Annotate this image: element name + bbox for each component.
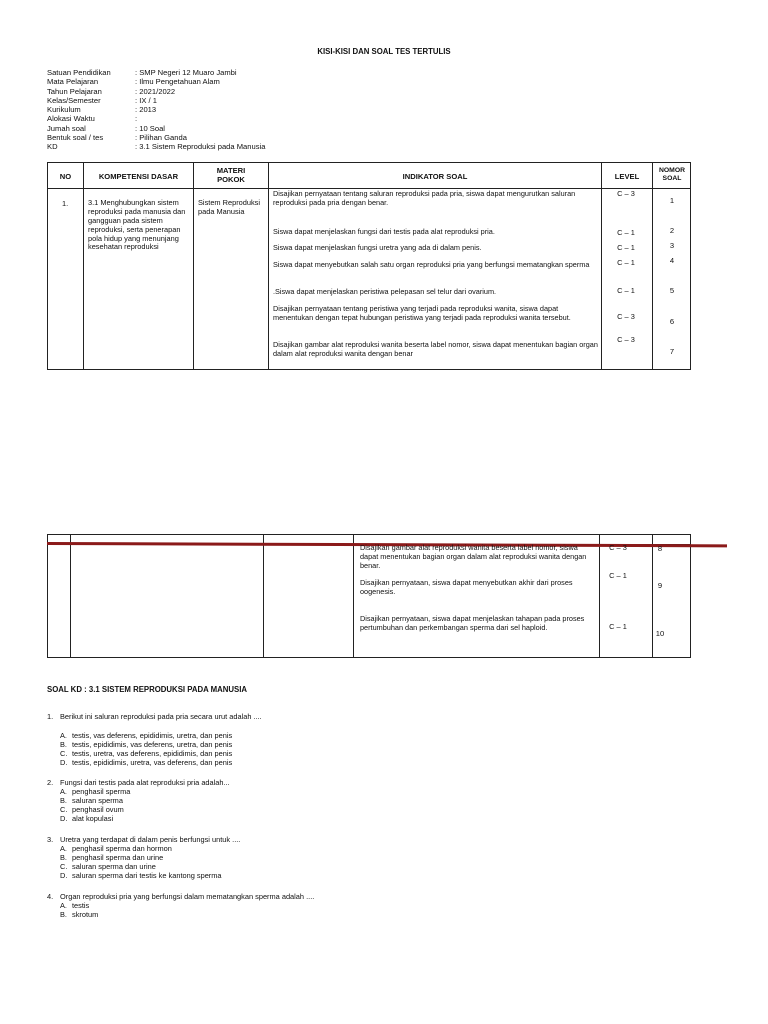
document-title: KISI-KISI DAN SOAL TES TERTULIS <box>317 47 451 56</box>
level-value: C – 1 <box>617 286 635 295</box>
row-number: 1. <box>62 199 69 208</box>
option-d: D. alat kopulasi <box>60 814 114 823</box>
kompetensi-dasar-text: 3.1 Menghubungkan sistem reproduksi pada manusia dan gangguan pada sistem reproduksi, serta penerapan pola hidup yang menunjang kesehatan reproduksi <box>88 198 186 252</box>
indicator-text: Siswa dapat menyebutkan salah satu organ reproduksi pria yang berfungsi mematangkan sperma <box>273 260 590 269</box>
section-title: SOAL KD : 3.1 SISTEM REPRODUKSI PADA MANUSIA <box>47 685 247 694</box>
question-number: 1. <box>47 712 54 721</box>
question-text: Uretra yang terdapat di dalam penis berfungsi untuk .... <box>60 835 241 844</box>
meta-row <box>47 77 265 86</box>
header-materi-line1: MATERI <box>216 166 246 175</box>
indicator-text: Siswa dapat menjelaskan fungsi uretra yang ada di dalam penis. <box>273 243 482 252</box>
indicator-text: Disajikan pernyataan tentang peristiwa yang terjadi pada reproduksi wanita, siswa dapat menentukan dengan tepat hubungan peristiwa yang terjadi pada reproduksi wanita tersebut. <box>273 304 571 322</box>
materi-pokok-text: Sistem Reproduksi pada Manusia <box>198 198 261 216</box>
table-divider <box>652 163 653 369</box>
level-value: C – 3 <box>617 335 635 344</box>
header-nomor-soal <box>653 167 691 183</box>
meta-value: : 2021/2022 <box>135 86 176 96</box>
meta-row <box>47 124 265 133</box>
question-text: Berikut ini saluran reproduksi pada pria secara urut adalah .... <box>60 712 262 721</box>
meta-label: Bentuk soal / tes <box>47 133 104 143</box>
indicator-text: Siswa dapat menjelaskan fungsi dari testis pada alat reproduksi pria. <box>273 227 495 236</box>
table-divider <box>83 163 84 369</box>
table-divider <box>268 163 269 369</box>
nomor-soal-value: 2 <box>669 226 675 235</box>
option-b: B. saluran sperma <box>60 796 123 805</box>
meta-value: : SMP Negeri 12 Muaro Jambi <box>135 68 237 77</box>
meta-row <box>47 133 265 142</box>
nomor-soal-value: 8 <box>657 544 663 553</box>
header-materi-line2: POKOK <box>217 175 245 185</box>
header-nomor-line2: SOAL <box>662 175 682 183</box>
meta-row <box>47 68 265 77</box>
option-d: D. saluran sperma dari testis ke kantong sperma <box>60 871 222 880</box>
option-a: A. testis, vas deferens, epididimis, uretra, dan penis <box>60 731 233 740</box>
option-b: B. testis, epididimis, vas deferens, uretra, dan penis <box>60 740 233 749</box>
meta-row <box>47 87 265 96</box>
header-no: NO <box>59 172 72 181</box>
header-level: LEVEL <box>614 172 640 181</box>
level-value: C – 1 <box>609 571 627 580</box>
level-value: C – 3 <box>609 543 627 552</box>
option-d: D. testis, epididimis, uretra, vas deferens, dan penis <box>60 758 233 767</box>
meta-row <box>47 96 265 105</box>
indicator-text: .Siswa dapat menjelaskan peristiwa pelepasan sel telur dari ovarium. <box>273 287 497 296</box>
question-text: Organ reproduksi pria yang berfungsi dalam mematangkan sperma adalah .... <box>60 892 315 901</box>
indicator-text: Disajikan gambar alat reproduksi wanita beserta label nomor, siswa dapat menentukan bagian organ dalam alat reproduksi wanita dengan benar <box>273 340 598 358</box>
indicator-text: Disajikan gambar alat reproduksi wanita beserta label nomor, siswa dapat menentukan bagian organ dalam alat reproduksi wanita dengan benar. <box>360 543 587 570</box>
table-divider <box>263 535 264 657</box>
header-kompetensi-dasar: KOMPETENSI DASAR <box>98 172 179 181</box>
meta-label: Satuan Pendidikan <box>47 68 111 77</box>
indicator-text: Disajikan pernyataan, siswa dapat menyebutkan akhir dari proses oogenesis. <box>360 578 573 596</box>
option-c: C. testis, uretra, vas deferens, epididimis, dan penis <box>60 749 233 758</box>
level-value: C – 1 <box>617 243 635 252</box>
document-metadata <box>47 68 265 152</box>
nomor-soal-value: 5 <box>669 286 675 295</box>
meta-label: Mata Pelajaran <box>47 77 99 87</box>
level-value: C – 1 <box>609 622 627 631</box>
meta-label: Alokasi Waktu <box>47 114 95 124</box>
header-nomor-line1: NOMOR <box>658 167 686 174</box>
table-divider <box>70 535 71 657</box>
header-indikator: INDIKATOR SOAL <box>402 172 468 181</box>
level-value: C – 3 <box>617 312 635 321</box>
option-c: C. penghasil ovum <box>60 805 124 814</box>
meta-label: Tahun Pelajaran <box>47 86 102 96</box>
question-number: 2. <box>47 778 54 787</box>
option-a: A. penghasil sperma <box>60 787 131 796</box>
meta-row <box>47 142 265 151</box>
option-a: A. penghasil sperma dan hormon <box>60 844 172 853</box>
meta-label: KD <box>47 142 58 152</box>
meta-value: : Pilihan Ganda <box>135 133 187 143</box>
meta-value: : 10 Soal <box>135 123 165 133</box>
meta-value: : 2013 <box>135 105 157 115</box>
meta-value: : Ilmu Pengetahuan Alam <box>135 77 220 87</box>
table-divider <box>601 163 602 369</box>
nomor-soal-value: 6 <box>669 317 675 326</box>
table-divider <box>353 535 354 657</box>
meta-label: Kelas/Semester <box>47 95 101 105</box>
question-number: 4. <box>47 892 54 901</box>
option-b: B. skrotum <box>60 910 99 919</box>
table-divider <box>599 535 600 657</box>
nomor-soal-value: 7 <box>669 347 675 356</box>
option-a: A. testis <box>60 901 90 910</box>
meta-value: : IX / 1 <box>135 95 157 105</box>
meta-row <box>47 105 265 114</box>
option-b: B. penghasil sperma dan urine <box>60 853 164 862</box>
level-value: C – 1 <box>617 258 635 267</box>
meta-row <box>47 114 265 123</box>
meta-value: : <box>135 114 138 124</box>
nomor-soal-value: 9 <box>657 581 663 590</box>
indicator-text: Disajikan pernyataan tentang saluran reproduksi pada pria, siswa dapat mengurutkan saluran reproduksi pada pria dengan benar. <box>273 189 576 207</box>
level-value: C – 3 <box>617 189 635 198</box>
nomor-soal-value: 3 <box>669 241 675 250</box>
meta-value: : 3.1 Sistem Reproduksi pada Manusia <box>135 142 266 152</box>
header-materi <box>194 166 268 184</box>
meta-label: Kurikulum <box>47 105 81 115</box>
option-c: C. saluran sperma dan urine <box>60 862 156 871</box>
nomor-soal-value: 4 <box>669 256 675 265</box>
meta-label: Jumah soal <box>47 123 86 133</box>
nomor-soal-value: 1 <box>669 196 675 205</box>
indicator-text: Disajikan pernyataan, siswa dapat menjelaskan tahapan pada proses pertumbuhan dan perkembangan sperma dari sel haploid. <box>360 614 585 632</box>
table-divider <box>193 163 194 369</box>
table-divider <box>652 535 653 657</box>
nomor-soal-value: 10 <box>655 629 665 638</box>
question-number: 3. <box>47 835 54 844</box>
question-text: Fungsi dari testis pada alat reproduksi pria adalah... <box>60 778 230 787</box>
level-value: C – 1 <box>617 228 635 237</box>
